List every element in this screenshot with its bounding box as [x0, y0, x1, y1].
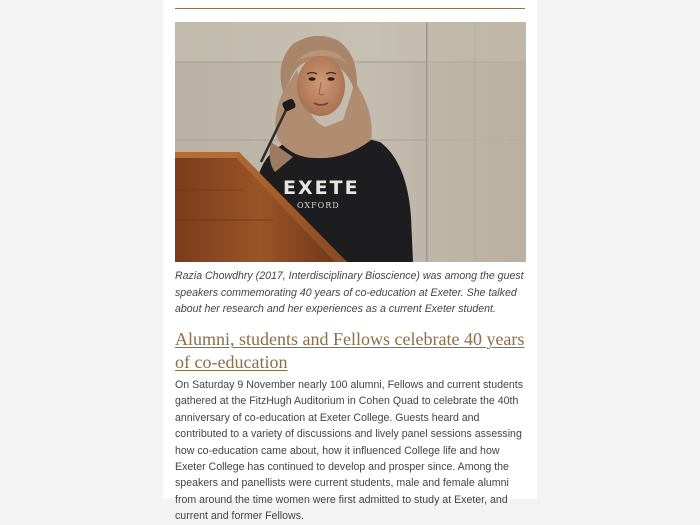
speaker-photo — [175, 22, 526, 262]
newsletter-column — [163, 0, 537, 523]
article-headline — [175, 328, 531, 373]
speaker-photo-image — [175, 22, 526, 262]
article-headline-link[interactable]: Alumni, students and Fellows celebrate 40 years of co-education — [175, 329, 525, 372]
shirt-print: EXETE — [283, 177, 360, 199]
svg-text:OXFORD: OXFORD — [297, 201, 340, 210]
article-body: On Saturday 9 November nearly 100 alumni, Fellows and current students gathered at the FitzHugh Auditorium in Cohen Quad to celebrate the 40th anniversary of co-education at Exeter College. Guests heard and contributed to a variety of discussions and lively panel sessions assessing how co-education came about, how it influenced College life and how Exeter College has continued to develop and prosper since. Among the speakers and panellists were current students, male and female alumni from around the time women were first admitted to study at Exeter, and current and former Fellows. — [175, 379, 524, 523]
section-divider — [175, 8, 525, 9]
photo-caption: Razia Chowdhry (2017, Interdisciplinary Bioscience) was among the guest speakers commemorating 40 years of co-education at Exeter. She talked about her research and her experiences as a current Exeter student. — [175, 270, 524, 315]
